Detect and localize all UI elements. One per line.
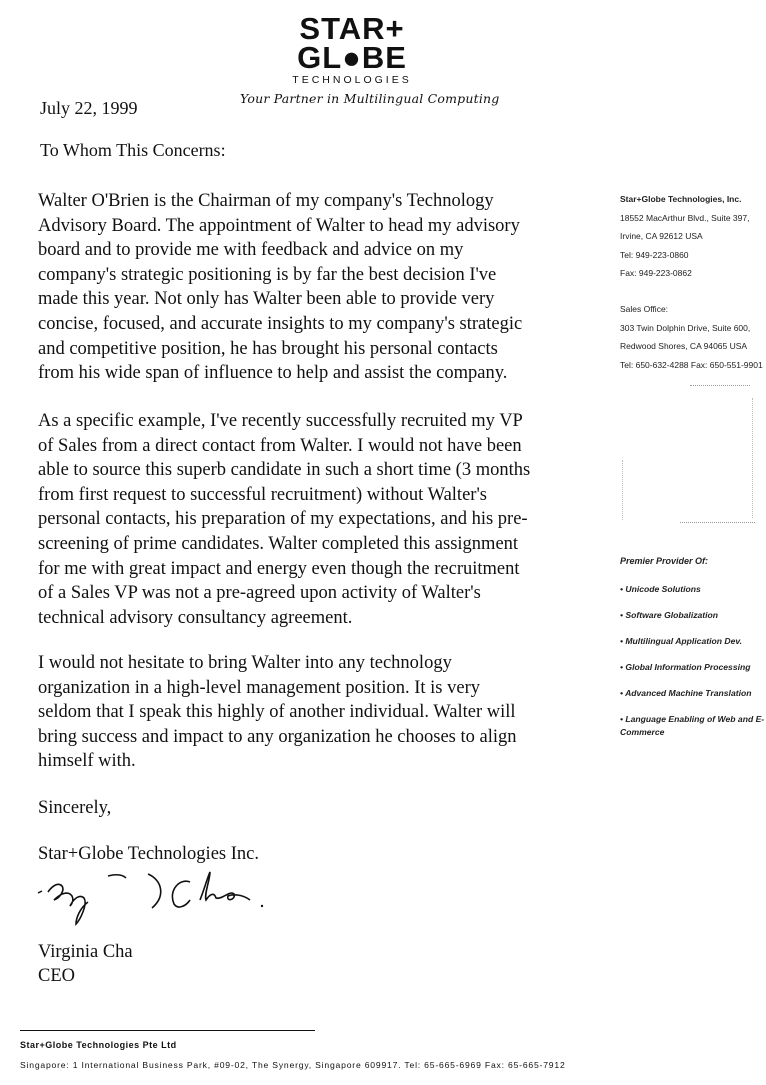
paragraph-line: Advisory Board. The appointment of Walter to head my advisory (38, 215, 520, 236)
signer-name: Virginia Cha (38, 942, 133, 962)
service-item: • Multilingual Application Dev. (620, 636, 743, 646)
paragraph-line: of Sales from a direct contact from Walter. I would not have been (38, 435, 522, 456)
hq-street: 18552 MacArthur Blvd., Suite 397, (620, 212, 750, 223)
letter-paragraph-2 (38, 409, 608, 630)
hq-company-name: Star+Globe Technologies, Inc. (620, 194, 742, 204)
paragraph-line: technical advisory consultancy agreement. (38, 607, 353, 628)
decorative-dots (622, 460, 623, 520)
paragraph-line: able to source this superb candidate in such a short time (3 months (38, 460, 531, 481)
paragraph-line: As a specific example, I've recently successfully recruited my VP (38, 411, 523, 431)
signer-title: CEO (38, 966, 75, 986)
service-item: • Advanced Machine Translation (620, 688, 752, 698)
footer-company-name: Star+Globe Technologies Pte Ltd (20, 1040, 177, 1050)
sales-street: 303 Twin Dolphin Drive, Suite 600, (620, 322, 751, 333)
sales-office-label: Sales Office: (620, 304, 669, 314)
hq-tel: Tel: 949-223-0860 (620, 249, 689, 260)
paragraph-line: I would not hesitate to bring Walter into any technology (38, 653, 452, 673)
service-item: • Software Globalization (620, 610, 719, 620)
hq-fax: Fax: 949-223-0862 (620, 268, 692, 278)
paragraph-line: Walter O'Brien is the Chairman of my company's Technology (38, 191, 494, 211)
signer-block (38, 940, 133, 988)
decorative-dots (690, 385, 750, 386)
paragraph-line: from first request to successful recruitment) without Walter's (38, 484, 487, 505)
paragraph-line: seldom that I speak this highly of another individual. Walter will (38, 702, 516, 723)
company-logo (282, 11, 422, 86)
sales-city: Redwood Shores, CA 94065 USA (620, 341, 748, 351)
headquarters-address (620, 190, 749, 283)
letter-date: July 22, 1999 (40, 98, 138, 118)
logo-globe-text: GL●BE (297, 40, 407, 75)
logo-star-text: STAR+ (299, 11, 405, 46)
paragraph-line: personal contacts, his preparation of my expectations, and his pre- (38, 509, 528, 530)
paragraph-line: from his wide span of influence to help and assist the company. (38, 363, 508, 384)
paragraph-line: concise, focused, and accurate insights to my company's strategic (38, 313, 523, 334)
paragraph-line: himself with. (38, 751, 136, 772)
service-item: • Language Enabling of Web and E-Commerce (620, 714, 765, 737)
paragraph-line: for me with great impact and energy even though the recruitment (38, 558, 520, 579)
paragraph-line: of a Sales VP was not a pre-agreed upon activity of Walter's (38, 583, 481, 604)
footer-divider (20, 1030, 315, 1031)
services-list (620, 552, 766, 739)
decorative-dots (752, 398, 753, 518)
hq-city: Irvine, CA 92612 USA (620, 231, 703, 241)
footer-address: Singapore: 1 International Business Park, #09-02, The Synergy, Singapore 609917. Tel: 65-665-6969 Fax: 65-665-7912 (20, 1060, 566, 1070)
logo-technologies-text: TECHNOLOGIES (292, 74, 412, 86)
paragraph-line: screening of prime candidates. Walter completed this assignment (38, 533, 519, 554)
sales-phones: Tel: 650-632-4288 Fax: 650-551-9901 (620, 359, 763, 370)
decorative-dots (680, 522, 755, 523)
service-item: • Global Information Processing (620, 662, 751, 672)
paragraph-line: bring success and impact to any organization he chooses to align (38, 726, 517, 747)
services-heading: Premier Provider Of: (620, 556, 709, 566)
sales-office-address (620, 300, 763, 374)
paragraph-line: company's strategic positioning is by far the best decision I've (38, 264, 497, 285)
paragraph-line: organization in a high-level management position. It is very (38, 677, 481, 698)
letter-paragraph-3 (38, 651, 608, 774)
paragraph-line: board and to provide me with feedback and advice on my (38, 240, 464, 261)
logo-tagline: Your Partner in Multilingual Computing (240, 91, 500, 106)
letter-company-name: Star+Globe Technologies Inc. (38, 844, 259, 864)
service-item: • Unicode Solutions (620, 584, 701, 594)
letter-paragraph-1 (38, 189, 608, 386)
paragraph-line: made this year. Not only has Walter been able to provide very (38, 289, 495, 310)
letter-salutation: To Whom This Concerns: (40, 140, 226, 160)
handwritten-signature (30, 868, 290, 928)
letter-closing: Sincerely, (38, 798, 112, 818)
paragraph-line: and competitive position, he has brought his personal contacts (38, 338, 498, 359)
